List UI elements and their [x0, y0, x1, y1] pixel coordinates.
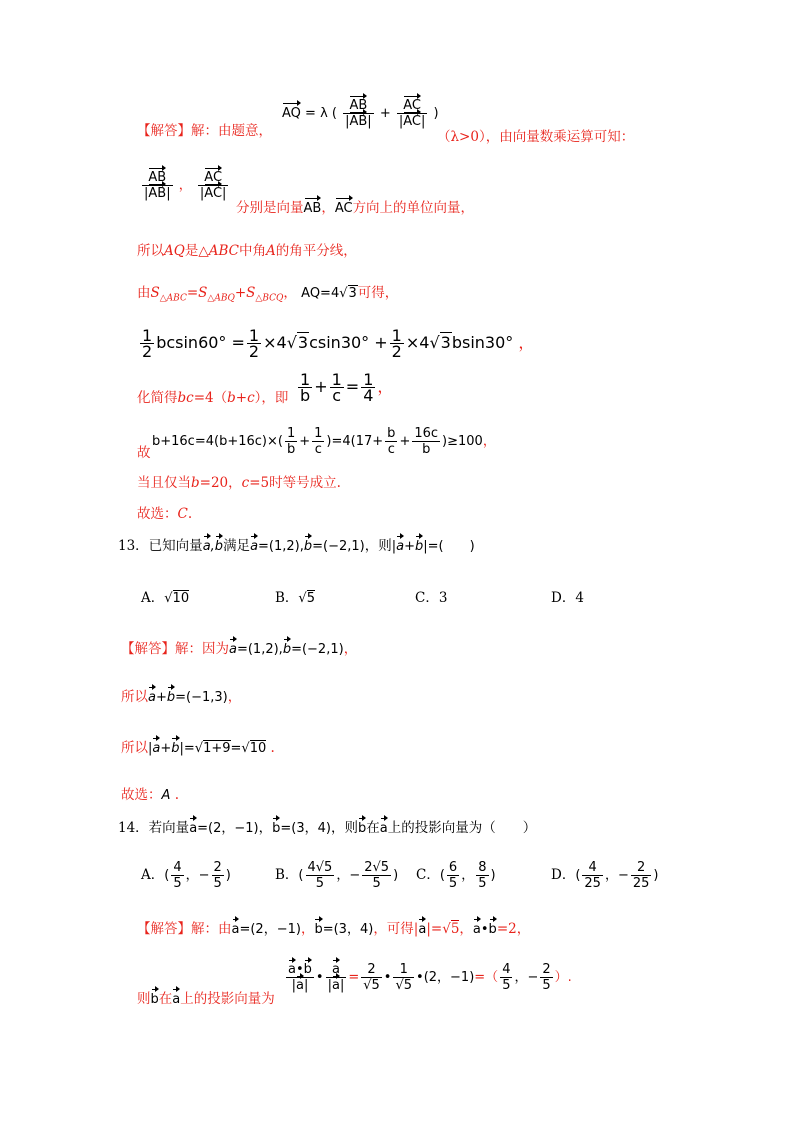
answer-14-line-1: 【解答】解：由a=(2，−1)，b=(3，4)，可得|a|=√5，a•b=2， — [137, 921, 531, 937]
question-13-stem: 13．已知向量a,b满足a=(1,2),b=(−2,1)，则|a+b|=( ) — [118, 538, 475, 554]
question-14-stem: 14．若向量a=(2，−1)，b=(3，4)，则b在a上的投影向量为（ ） — [118, 820, 537, 836]
solution-line-8: 当且仅当b=20，c=5时等号成立. — [137, 475, 341, 491]
question-14-option-b: B．( $\frac{4√5}{5}$ ，− $\frac{2√5}{5}$ ) — [275, 860, 399, 891]
solution-line-1-tail: （λ>0），由向量数乘运算可知： — [437, 129, 635, 145]
question-13-option-a: A．√10 — [141, 590, 190, 606]
answer-13-line-2: 所以a+b=(−1,3)， — [121, 689, 242, 705]
solution-line-6: 化简得bc=4（b+c），即 — [137, 390, 289, 406]
formula-inequality: b+16c=4(b+16c)×( $\frac{1}{b}$ + $\frac{1}{c}$ )=4(17+ $\frac{b}{c}$ + $\frac{16c}{b}$ )≥100， — [152, 426, 496, 457]
question-14-option-c: C．( $\frac{6}{5}$ ， $\frac{8}{5}$ ) — [416, 860, 496, 891]
answer-13-line-3: 所以|a+b|=√1+9=√10 . — [121, 740, 275, 756]
answer-14-line-2: 则b在a上的投影向量为 — [137, 991, 275, 1007]
question-13-option-c: C．3 — [415, 590, 448, 606]
formula-aq-lambda: AQ = λ ( $\frac{AB}{|AB|}$ + $\frac{AC}{|AC|}$ ) — [282, 98, 439, 129]
solution-line-9: 故选：C. — [137, 506, 193, 522]
question-14-option-a: A．( $\frac{4}{5}$ ，− $\frac{2}{5}$ ) — [141, 860, 231, 891]
solution-line-2: 分别是向量AB，AC方向上的单位向量， — [236, 200, 475, 216]
answer-13-line-1: 【解答】解：因为a=(1,2),b=(−2,1)， — [121, 641, 358, 657]
question-13-option-d: D．4 — [551, 590, 584, 606]
solution-line-1 — [137, 122, 272, 140]
formula-reciprocal-sum: $\frac{1}{b}$ + $\frac{1}{c}$ = $\frac{1}{4}$ ， — [300, 370, 394, 405]
formula-projection: $\frac{a•b}{|a|}$ • $\frac{a}{|a|}$ = $\frac{2}{√5}$ • $\frac{1}{√5}$ •(2，−1)=（ $\frac{4}{5}$ ，− $\frac{2}{5}$ ）. — [288, 962, 572, 993]
question-13-option-b: B．√5 — [275, 590, 315, 606]
question-14-option-d: D．( $\frac{4}{25}$ ，− $\frac{2}{25}$ ) — [551, 860, 659, 891]
formula-area-equation: $\frac{1}{2}$ bcsin60° = $\frac{1}{2}$ ×4√3csin30° + $\frac{1}{2}$ ×4√3bsin30° ， — [142, 326, 535, 361]
solution-line-4: 由$S_{\triangle ABC}=S_{\triangle ABQ}+S_{\triangle BCQ}$， AQ=4√3可得， — [137, 285, 399, 304]
solution-line-3: 所以AQ是△ABC中角A的角平分线， — [137, 243, 357, 259]
answer-13-line-4: 故选：A . — [121, 787, 179, 803]
solution-label: 【解答】解：由题意， — [137, 123, 272, 139]
unit-vector-fractions: $\frac{AB}{|AB|}$ ， $\frac{AC}{|AC|}$ — [144, 170, 227, 201]
solution-line-7-label: 故 — [137, 445, 151, 461]
